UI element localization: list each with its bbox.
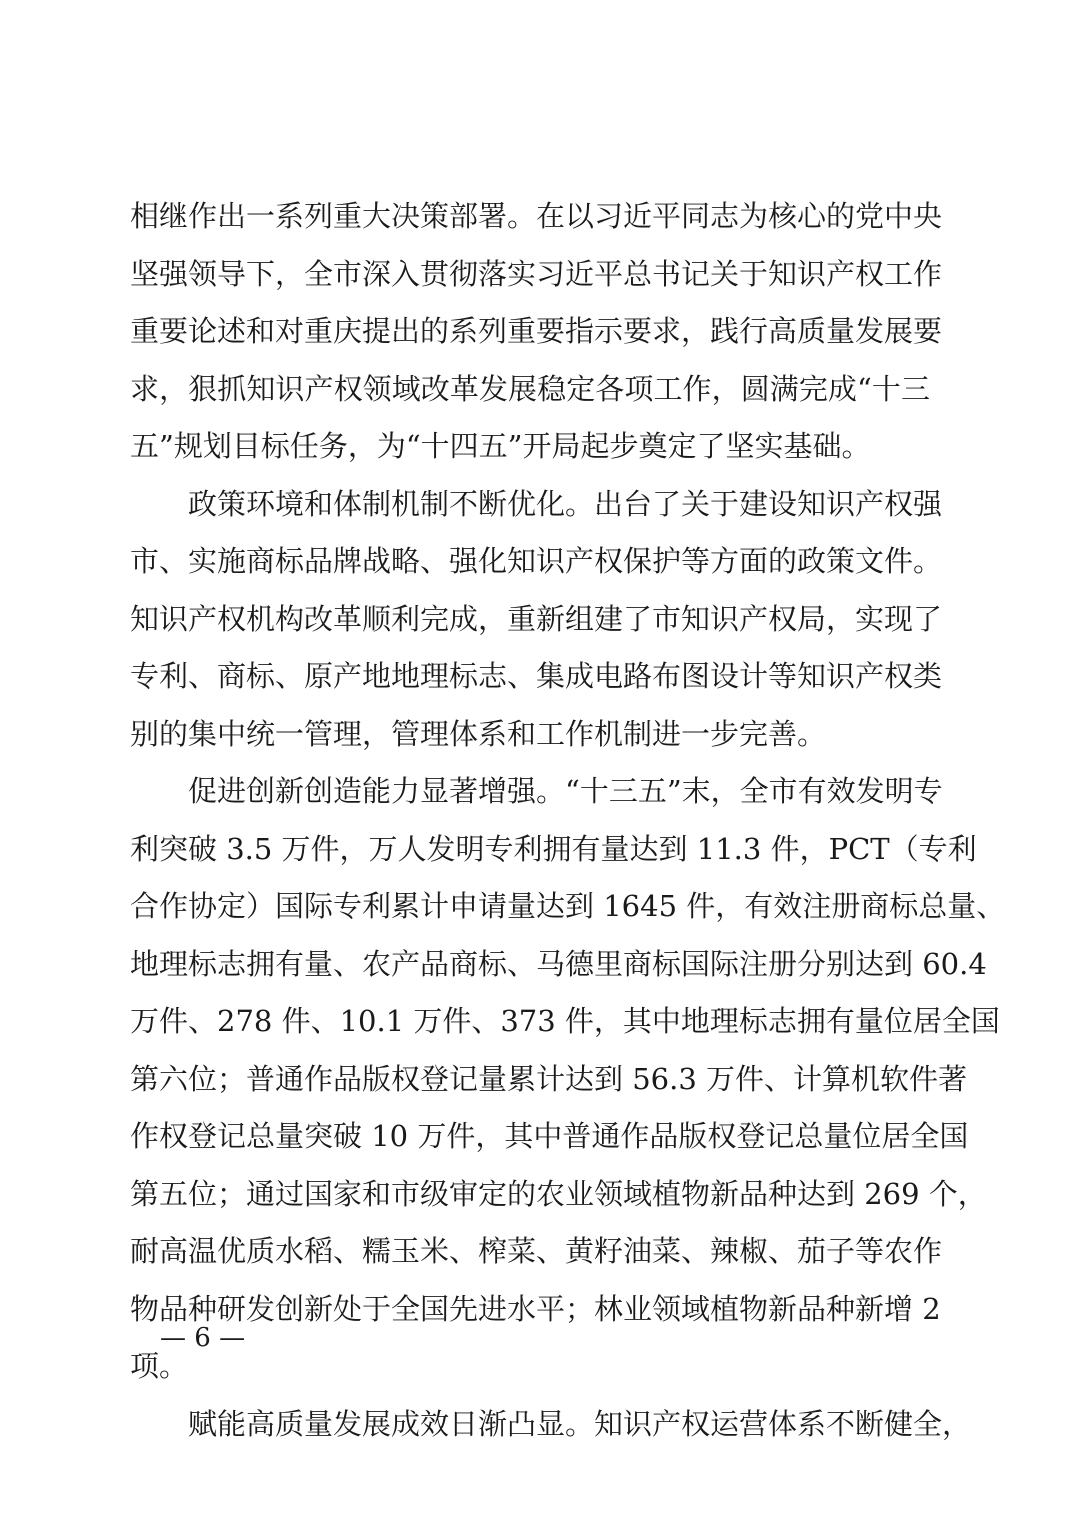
text-line: 利突破 3.5 万件，万人发明专利拥有量达到 11.3 件，PCT（专利	[130, 831, 977, 866]
paragraph-heading-line: 促进创新创造能力显著增强。“十三五”末，全市有效发明专	[188, 774, 943, 808]
text-line: 专利、商标、原产地地理标志、集成电路布图设计等知识产权类	[130, 659, 943, 693]
text-line: 作权登记总量突破 10 万件，其中普通作品版权登记总量位居全国	[130, 1119, 969, 1153]
text-line: 第五位；通过国家和市级审定的农业领域植物新品种达到 269 个，	[130, 1176, 987, 1211]
body-text	[130, 188, 1006, 1453]
text-line: 第六位；普通作品版权登记量累计达到 56.3 万件、计算机软件著	[130, 1061, 968, 1096]
text-line: 求，狠抓知识产权领域改革发展稳定各项工作，圆满完成“十三	[130, 371, 930, 406]
text-line: 项。	[130, 1349, 189, 1383]
text-line: 市、实施商标品牌战略、强化知识产权保护等方面的政策文件。	[130, 544, 943, 578]
text-line: 坚强领导下，全市深入贯彻落实习近平总书记关于知识产权工作	[130, 256, 943, 291]
text-line: 万件、278 件、10.1 万件、373 件，其中地理标志拥有量位居全国	[130, 1004, 1000, 1038]
text-line: 物品种研发创新处于全国先进水平；林业领域植物新品种新增 2	[130, 1291, 941, 1326]
text-line: 五”规划目标任务，为“十四五”开局起步奠定了坚实基础。	[130, 429, 871, 463]
text-line: 重要论述和对重庆提出的系列重要指示要求，践行高质量发展要	[130, 314, 943, 348]
paragraph-heading-line: 政策环境和体制机制不断优化。出台了关于建设知识产权强	[188, 486, 943, 521]
text-line: 耐高温优质水稻、糯玉米、榨菜、黄籽油菜、辣椒、茄子等农作	[130, 1234, 943, 1268]
text-line: 相继作出一系列重大决策部署。在以习近平同志为核心的党中央	[130, 199, 943, 233]
text-line: 别的集中统一管理，管理体系和工作机制进一步完善。	[130, 716, 827, 751]
page-number: — 6 —	[160, 1323, 246, 1353]
text-line: 合作协定）国际专利累计申请量达到 1645 件，有效注册商标总量、	[130, 889, 1006, 923]
paragraph-heading-line: 赋能高质量发展成效日渐凸显。知识产权运营体系不断健全，	[188, 1406, 972, 1441]
text-line: 知识产权机构改革顺利完成，重新组建了市知识产权局，实现了	[130, 601, 943, 636]
text-line: 地理标志拥有量、农产品商标、马德里商标国际注册分别达到 60.4	[130, 946, 987, 981]
